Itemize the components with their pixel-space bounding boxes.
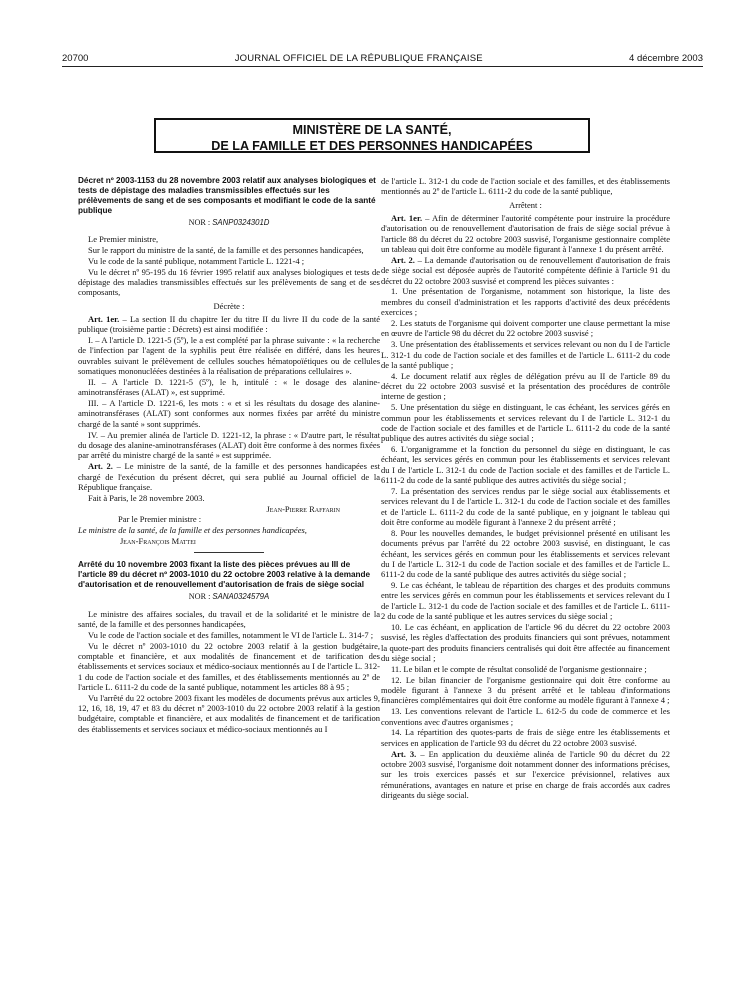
list-item: 8. Pour les nouvelles demandes, le budget prévisionnel présenté en utilisant les documents prévus par l'arrêté du 22 octobre 2003 susvisé, en distinguant, le cas échéant, les services gérés en commun pour les établissements et services relevant du I de l'article L. 312-1 du code de l'action sociale et des familles et de l'article L. 6111-2 du code de la santé publique des autres activités du siège social ;: [381, 527, 670, 580]
article-text: – La demande d'autorisation ou de renouvellement d'autorisation de frais de siège social est déposée auprès de l'autorité compétente définie à l'article 91 du décret du 22 octobre 2003 susvisé et comprend les pièces suivantes :: [381, 254, 671, 286]
article-text: – La section II du chapitre Ier du titre II du livre II du code de la santé publique (troisième partie : Décrets) est ainsi modifiée :: [78, 313, 381, 335]
ministry-line-2: DE LA FAMILLE ET DES PERSONNES HANDICAPÉES: [211, 139, 533, 153]
article-label: Art. 1er.: [88, 313, 120, 324]
decree-decrete: Décrète :: [213, 300, 245, 311]
list-item: 12. Le bilan financier de l'organisme gestionnaire qui doit être conforme au modèle figurant à l'annexe 3 du présent arrêté et le tableau d'informations financières complémentaires qui doit être conforme au modèle figurant à l'annexe 4 ;: [381, 674, 670, 706]
list-item: 13. Les conventions relevant de l'article L. 612-5 du code de commerce et les conventions avec d'autres organismes ;: [381, 706, 670, 727]
article-text: – En application du deuxième alinéa de l'article 90 du décret du 22 octobre 2003 susvisé, l'organisme doit notamment donner des informations précises, sur les trois exercices passés et sur l'exercice prévisionnel, relatives aux rémunérations, avantages en nature et prise en charge de frais accordés aux cadres dirigeants du siège social.: [381, 748, 670, 800]
decree-par: Par le Premier ministre :: [118, 514, 202, 525]
article-label: Art. 2.: [88, 461, 113, 472]
decree-fait: Fait à Paris, le 28 novembre 2003.: [88, 492, 205, 503]
nor-code: SANP0324301D: [212, 217, 270, 227]
decree-nor: [78, 218, 380, 228]
nor-code: SANA0324579A: [212, 592, 270, 602]
left-column: [78, 176, 380, 735]
journal-title: JOURNAL OFFICIEL DE LA RÉPUBLIQUE FRANÇAISE: [234, 53, 483, 64]
list-item: 10. Le cas échéant, en application de l'article 96 du décret du 22 octobre 2003 susvisé, les règles d'affectation des produits financiers qui sont prévues, notamment la quote-part des produits financiers centralisés qui doit être affectée au financement du siège social ;: [381, 621, 670, 663]
list-item: 4. Le document relatif aux règles de délégation prévu au II de l'article 89 du décret du 22 octobre 2003 susvisé et la présentation des procédures de contrôle interne de gestion ;: [381, 370, 670, 402]
ministry-banner: [154, 118, 590, 153]
decree-paragraph: III. – A l'article D. 1221-6, les mots : « et si les résultats du dosage des alanine-aminotransférases (ALAT) sont conformes aux normes fixées par arrêté du ministre chargé de la santé » sont supprimés.: [78, 398, 380, 429]
arrete-title: Arrêté du 10 novembre 2003 fixant la liste des pièces prévues au III de l'article 89 du décret nº 2003-1010 du 22 octobre 2003 relative à la demande d'autorisation et de renouvellement d'autorisation de frais de siège social: [78, 560, 371, 590]
arrete-continuation: de l'article L. 312-1 du code de l'action sociale et des familles, et des établissements mentionnés au 2º de l'article L. 6111-2 du code de la santé publique,: [381, 176, 670, 197]
decree-paragraph: Le Premier ministre,: [88, 233, 159, 244]
arrete-article-2: [381, 255, 670, 286]
list-item: 5. Une présentation du siège en distinguant, le cas échéant, les services gérés en commun pour les établissements et services relevant du I de l'article L. 312-1 du code de l'action sociale et des familles et de l'article L. 6111-2 du code de la santé publique des autres activités du siège social ;: [381, 402, 670, 444]
nor-label: NOR :: [188, 217, 211, 227]
arrete-paragraph: Vu l'arrêté du 22 octobre 2003 fixant les modèles de documents prévus aux articles 9, 12, 16, 18, 19, 47 et 83 du décret nº 2003-1010 du 22 octobre 2003 relatif à la gestion budgétaire, comptable et financière, et aux modalités de financement et de tarification des établissements et services sociaux et médico-sociaux mentionnés au I: [78, 692, 380, 734]
decree-signer: Jean-Pierre Raffarin: [266, 503, 340, 514]
decree-paragraph: Sur le rapport du ministre de la santé, de la famille et des personnes handicapées,: [88, 244, 364, 255]
list-item: 9. Le cas échéant, le tableau de répartition des charges et des produits communs entre les services gérés en commun pour les établissements et services relevant du I de l'article L. 312-1 du code de l'action sociale et des familles et de l'article L. 6111-2 du code de la santé publique et les autres services du siège social ;: [381, 580, 670, 622]
minister-title: Le ministre de la santé, de la famille et des personnes handicapées,: [78, 525, 307, 536]
arrete-article-3: [381, 749, 670, 801]
list-item: 11. Le bilan et le compte de résultat consolidé de l'organisme gestionnaire ;: [391, 663, 647, 674]
article-label: Art. 2.: [391, 254, 415, 265]
decree-paragraph: Vu le code de la santé publique, notamment l'article L. 1221-4 ;: [88, 255, 305, 266]
list-item: 2. Les statuts de l'organisme qui doivent comporter une clause permettant la mise en œuvre de l'article 98 du décret du 22 octobre 2003 susvisé ;: [381, 317, 670, 339]
pieces-list: [381, 286, 670, 748]
article-label: Art. 1er.: [391, 213, 423, 224]
page-number: 20700: [62, 53, 89, 64]
arrete-arretent: Arrêtent :: [509, 199, 542, 210]
ministry-line-1: MINISTÈRE DE LA SANTÉ,: [292, 123, 452, 137]
decree-paragraph: Vu le décret nº 95-195 du 16 février 1995 relatif aux analyses biologiques et tests de dépistage des maladies transmissibles effectués sur les prélèvements de sang et de ses composants,: [78, 266, 380, 298]
decree-title: Décret nº 2003-1153 du 28 novembre 2003 relatif aux analyses biologiques et tests de dépistage des maladies transmissibles effectués sur les prélèvements de sang et de ses composants et modifiant le code de la santé publique: [78, 176, 376, 215]
decree-article-1: [78, 314, 380, 335]
arrete-paragraph: Vu le code de l'action sociale et des familles, notamment le VI de l'article L. 314-7 ;: [88, 629, 374, 640]
decree-paragraph: I. – A l'article D. 1221-5 (5º), le a est complété par la phrase suivante : « la recherche de l'infection par l'agent de la syphilis peut être réalisée en différé, dans les heures ouvrables suivant le prélèvement de cellules souches hématopoïétiques ou de cellules somatiques mononucléées destinées à la réalisation de préparations cellulaires ».: [78, 335, 380, 377]
article-text: – Le ministre de la santé, de la famille et des personnes handicapées est chargé de l'exécution du présent décret, qui sera publié au Journal officiel de la République française.: [78, 461, 380, 492]
decree-paragraph: II. – A l'article D. 1221-5 (5º), le h, intitulé : « le dosage des alanine-aminotransférases (ALAT) », est supprimé.: [78, 376, 380, 398]
decree-paragraph: IV. – Au premier alinéa de l'article D. 1221-12, la phrase : « D'autre part, le résultat du dosage des alanine-aminotransférases (ALAT) doit être conforme à des normes fixées par arrêté du ministre chargé de la santé » est supprimée.: [78, 429, 380, 461]
arrete-paragraph: Vu le décret nº 2003-1010 du 22 octobre 2003 relatif à la gestion budgétaire, comptable et financière, et aux modalités de financement et de tarification des établissements et services sociaux et médico-sociaux mentionnés au I de l'article L. 312-1 du code de l'action sociale et des familles, et des établissements mentionnés au 2º de l'article L. 6111-2 du code de la santé publique, notamment les articles 88 à 95 ;: [78, 640, 380, 692]
page-header: [62, 46, 703, 67]
separator: [194, 552, 264, 553]
article-label: Art. 3.: [391, 748, 417, 759]
list-item: 3. Une présentation des établissements et services relevant ou non du I de l'article L. 312-1 du code de l'action sociale et des familles et de l'article L. 6111-2 du code de la santé publique ;: [381, 339, 670, 370]
list-item: 7. La présentation des services rendus par le siège social aux établissements et services relevant du I de l'article L. 312-1 du code de l'action sociale et des familles et de l'article L. 6111-2 du code de la santé publique, en y joignant le tableau qui doit être conforme au modèle figurant à l'annexe 2 du présent arrêté ;: [381, 485, 670, 527]
article-text: – Afin de déterminer l'autorité compétente pour instruire la procédure d'autorisation ou de renouvellement d'autorisation de frais de siège social prévue à l'article 88 du décret du 22 octobre 2003 susvisé, l'organisme gestionnaire complète un tableau qui doit être conforme au modèle figurant à l'annexe 1 du présent arrêté.: [381, 213, 670, 255]
list-item: 1. Une présentation de l'organisme, notamment son historique, la liste des membres du conseil d'administration et les rapports d'activité des deux précédents exercices ;: [381, 286, 670, 318]
arrete-nor: [78, 592, 380, 602]
minister-name: Jean-François Mattei: [120, 536, 196, 547]
issue-date: 4 décembre 2003: [629, 53, 703, 64]
decree-article-2: [78, 461, 380, 492]
right-column: [381, 176, 670, 801]
list-item: 14. La répartition des quotes-parts de frais de siège entre les établissements et services en application de l'article 93 du décret du 22 octobre 2003 susvisé.: [381, 727, 670, 748]
nor-label: NOR :: [188, 592, 211, 602]
list-item: 6. L'organigramme et la fonction du personnel du siège en distinguant, le cas échéant, les services gérés en commun pour les établissements et services relevant du I de l'article L. 312-1 du code de l'action sociale et des familles et de l'article L. 6111-2 du code de la santé publique des autres activités du siège social ;: [381, 444, 670, 486]
arrete-article-1: [381, 213, 670, 254]
arrete-paragraph: Le ministre des affaires sociales, du travail et de la solidarité et le ministre de la santé, de la famille et des personnes handicapées,: [78, 608, 380, 629]
